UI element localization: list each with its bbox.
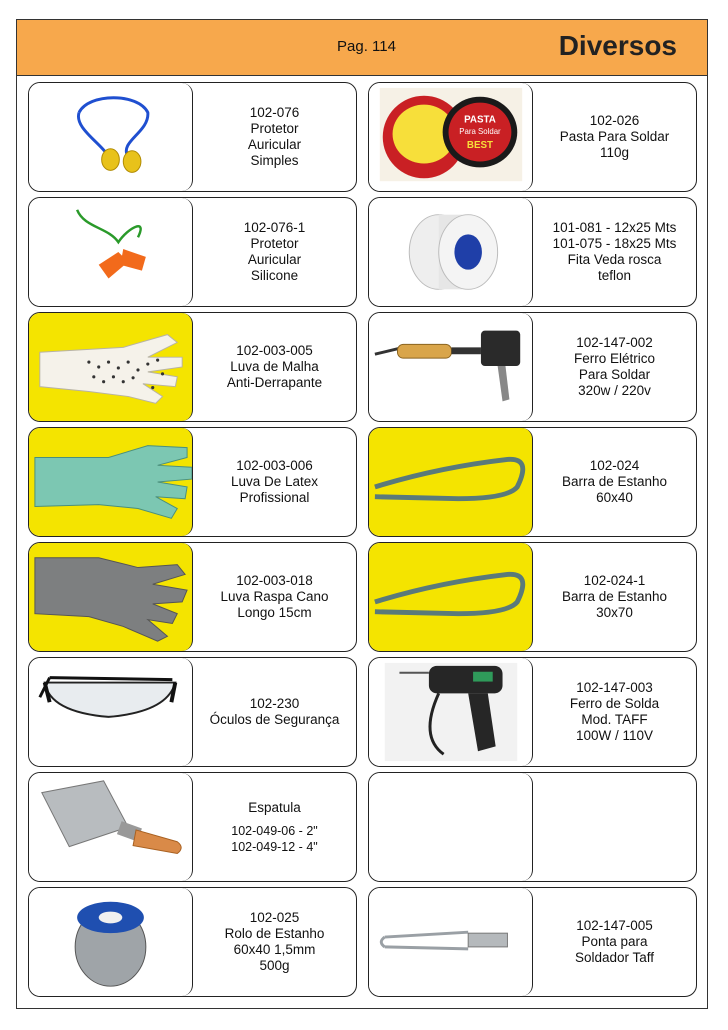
product-card-solder-bar-60x40 [368,427,697,537]
product-card-spatula [28,772,357,882]
solder-roll-image [29,888,193,996]
can-label-text: PASTA [464,114,496,126]
product-label: 102-147-003 Ferro de Solda Mod. TAFF 100W / 110V [569,680,660,743]
product-card-knit-glove [28,312,357,422]
product-label: 102-003-018 Luva Raspa Cano Longo 15cm [220,573,329,620]
product-card-teflon-tape [368,197,697,307]
product-label: 102-025 Rolo de Estanho 60x40 1,5mm 500g [224,910,325,973]
electric-iron-image [369,313,533,421]
product-card-taff-tip [368,887,697,997]
product-card-earplug-simple [28,82,357,192]
safety-glasses-image [29,658,193,766]
product-card-electric-iron [368,312,697,422]
product-label: 102-076-1 Protetor Auricular Silicone [243,220,306,283]
empty-image-slot [369,773,533,881]
knit-glove-image [29,313,193,421]
taff-tip-image [369,888,533,996]
product-card-latex-glove [28,427,357,537]
svg-text:Para Soldar: Para Soldar [459,127,501,137]
earplug-simple-image [29,83,193,191]
teflon-tape-image [369,198,533,306]
product-card-leather-glove [28,542,357,652]
product-card-solder-bar-30x70 [368,542,697,652]
leather-glove-image [29,543,193,651]
product-label: 101-081 - 12x25 Mts 101-075 - 18x25 Mts Fita Veda rosca teflon [552,220,677,283]
solder-bar-image [369,543,533,651]
latex-glove-image [29,428,193,536]
product-label: 102-003-005 Luva de Malha Anti-Derrapante [226,343,323,390]
page-title: Diversos [558,30,677,61]
product-label: 102-147-005 Ponta para Soldador Taff [574,918,655,965]
product-card-empty [368,772,697,882]
product-label: Espatula 102-049-06 - 2" 102-049-12 - 4" [231,799,318,854]
product-card-earplug-silicone [28,197,357,307]
product-card-safety-glasses [28,657,357,767]
product-card-solder-roll [28,887,357,997]
product-label: 102-147-002 Ferro Elétrico Para Soldar 320w / 220v [573,335,656,398]
product-label: 102-026 Pasta Para Soldar 110g [559,113,670,160]
product-card-solder-paste [368,82,697,192]
product-label: 102-076 Protetor Auricular Simples [247,105,302,168]
product-label: 102-003-006 Luva De Latex Profissional [230,458,319,505]
product-label [533,773,696,881]
earplug-silicone-image [29,198,193,306]
product-card-soldering-gun [368,657,697,767]
header-bar [17,20,707,76]
product-label: 102-230 Óculos de Segurança [209,696,340,727]
svg-text:BEST: BEST [466,139,494,151]
page-number: Pag. 114 [337,38,396,55]
product-label: 102-024 Barra de Estanho 60x40 [561,458,668,505]
product-label: 102-024-1 Barra de Estanho 30x70 [561,573,668,620]
solder-paste-image [369,83,533,191]
solder-bar-image [369,428,533,536]
soldering-gun-image [369,658,533,766]
spatula-image [29,773,193,881]
